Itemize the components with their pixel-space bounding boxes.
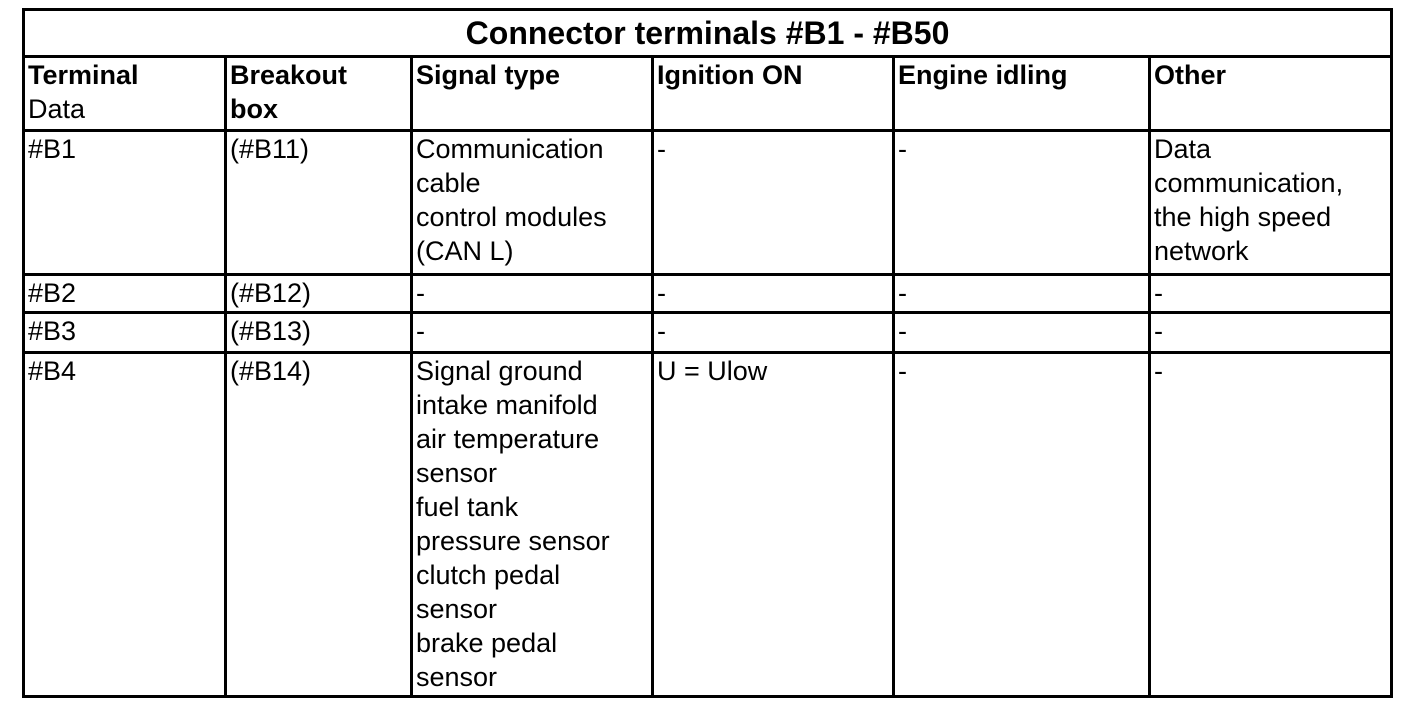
header-ignition-on: Ignition ON bbox=[653, 57, 894, 131]
cell-other: - bbox=[1150, 313, 1392, 353]
table-title-row bbox=[24, 10, 1392, 57]
table-header-row bbox=[24, 57, 1392, 131]
cell-terminal: #B1 bbox=[24, 131, 226, 275]
cell-breakout: (#B12) bbox=[226, 275, 412, 313]
cell-terminal: #B4 bbox=[24, 353, 226, 697]
cell-breakout: (#B13) bbox=[226, 313, 412, 353]
cell-terminal: #B2 bbox=[24, 275, 226, 313]
cell-signal-type: - bbox=[412, 313, 653, 353]
cell-other: - bbox=[1150, 353, 1392, 697]
header-signal-type: Signal type bbox=[412, 57, 653, 131]
header-breakout-box: Breakout box bbox=[226, 57, 412, 131]
cell-signal-type: Communication cable control modules (CAN L) bbox=[412, 131, 653, 275]
cell-engine-idling: - bbox=[894, 313, 1150, 353]
header-engine-idling: Engine idling bbox=[894, 57, 1150, 131]
table-row bbox=[24, 275, 1392, 313]
cell-ignition-on: U = Ulow bbox=[653, 353, 894, 697]
header-terminal bbox=[24, 57, 226, 131]
cell-ignition-on: - bbox=[653, 275, 894, 313]
header-terminal-sub: Data bbox=[28, 94, 86, 124]
cell-ignition-on: - bbox=[653, 313, 894, 353]
cell-breakout: (#B14) bbox=[226, 353, 412, 697]
cell-breakout: (#B11) bbox=[226, 131, 412, 275]
table-row bbox=[24, 353, 1392, 697]
cell-engine-idling: - bbox=[894, 275, 1150, 313]
table-title: Connector terminals #B1 - #B50 bbox=[24, 10, 1392, 57]
cell-other: Data communication, the high speed network bbox=[1150, 131, 1392, 275]
cell-signal-type: - bbox=[412, 275, 653, 313]
cell-engine-idling: - bbox=[894, 131, 1150, 275]
cell-other: - bbox=[1150, 275, 1392, 313]
header-terminal-main: Terminal bbox=[28, 60, 139, 90]
header-other: Other bbox=[1150, 57, 1392, 131]
table-row bbox=[24, 131, 1392, 275]
cell-engine-idling: - bbox=[894, 353, 1150, 697]
connector-terminals-table bbox=[22, 8, 1393, 698]
table-row bbox=[24, 313, 1392, 353]
cell-terminal: #B3 bbox=[24, 313, 226, 353]
cell-ignition-on: - bbox=[653, 131, 894, 275]
cell-signal-type: Signal ground intake manifold air temperature sensor fuel tank pressure sensor clutch pedal sensor brake pedal sensor bbox=[412, 353, 653, 697]
